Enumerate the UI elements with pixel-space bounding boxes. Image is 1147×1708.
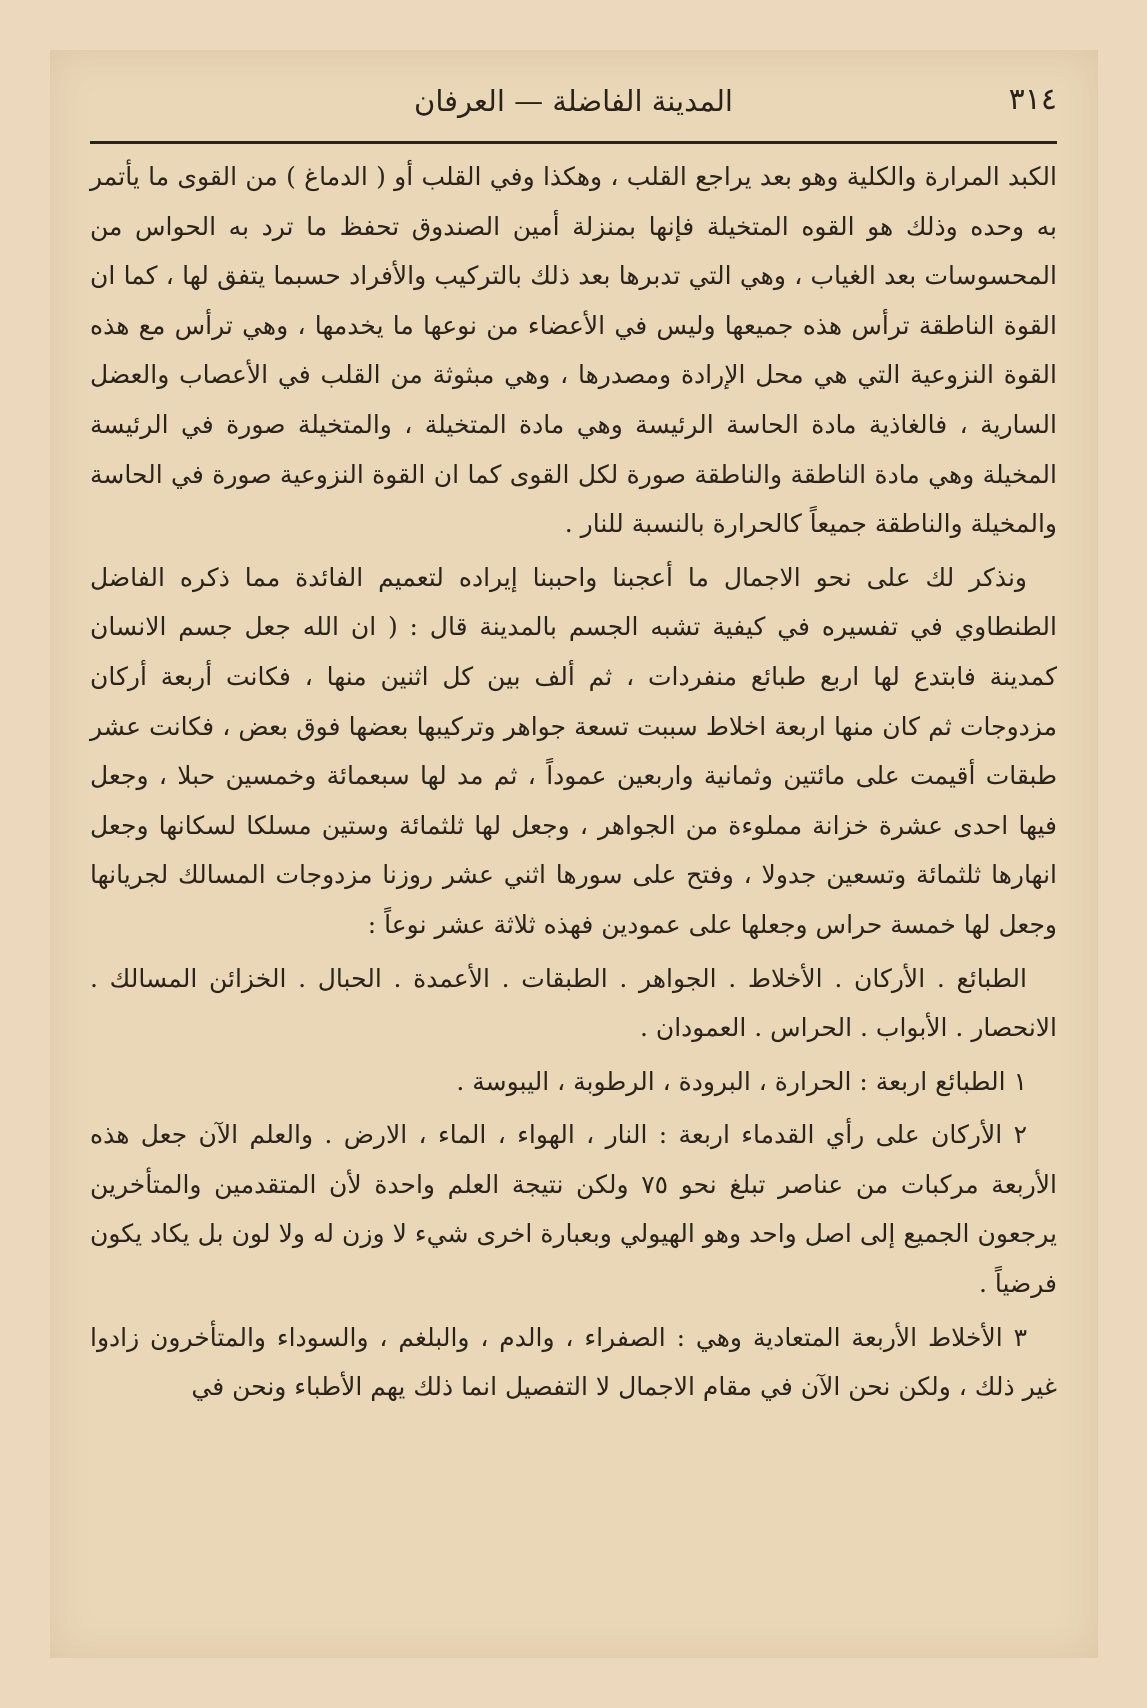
- page-header: [90, 82, 1057, 128]
- paragraph: الكبد المرارة والكلية وهو بعد يراجع القلب ، وهكذا وفي القلب أو ( الدماغ ) من القوى ما يأتمر به وحده وذلك هو القوه المتخيلة فإنها بمنزلة أمين الصندوق تحفظ ما ترد به الحواس من المحسوسات بعد الغياب ، وهي التي تدبرها بعد ذلك بالتركيب والأفراد حسبما يتفق لها ، كما ان القوة الناطقة ترأس هذه جميعها وليس في الأعضاء من نوعها ما يخدمها ، وهي ترأس مع هذه القوة النزوعية التي هي محل الإرادة ومصدرها ، وهي مبثوثة من القلب في الأعصاب والعضل السارية ، فالغاذية مادة الحاسة الرئيسة وهي مادة المتخيلة ، والمتخيلة صورة في الرئيسة المخيلة وهي مادة الناطقة والناطقة صورة لكل القوى كما ان القوة النزوعية صورة في الحاسة والمخيلة والناطقة جميعاً كالحرارة بالنسبة للنار .: [90, 162, 1057, 539]
- list-item: ٣ الأخلاط الأربعة المتعادية وهي : الصفراء ، والدم ، والبلغم ، والسوداء والمتأخرون زادوا غير ذلك ، ولكن نحن الآن في مقام الاجمال لا التفصيل انما ذلك يهم الأطباء ونحن في: [90, 1322, 1057, 1402]
- running-title: المدينة الفاضلة — العرفان: [414, 84, 733, 118]
- list-item: ٢ الأركان على رأي القدماء اربعة : النار ، الهواء ، الماء ، الارض . والعلم الآن جعل هذه الأربعة مركبات من عناصر تبلغ نحو ٧٥ ولكن نتيجة العلم واحدة لأن المتقدمين والمتأخرين يرجعون الجميع إلى اصل واحد وهو الهيولي وبعبارة اخرى شيء لا وزن له ولا لون بل يكاد يكون فرضياً .: [90, 1120, 1058, 1299]
- paragraph: ونذكر لك على نحو الاجمال ما أعجبنا واحببنا إيراده لتعميم الفائدة مما ذكره الفاضل الطنطاوي في تفسيره في كيفية تشبه الجسم بالمدينة قال : ( ان الله جعل جسم الانسان كمدينة فابتدع لها اربع طبائع منفردات ، ثم ألف بين كل اثنين منها ، فكانت أربعة أركان مزدوجات ثم كان منها اربعة اخلاط سببت تسعة جواهر وتركيبها بعضها فوق بعض ، فكانت عشر طبقات أقيمت على مائتين وثمانية واربعين عموداً ، ثم مد لها سبعمائة وخمسين حبلا ، وجعل فيها احدى عشرة خزانة مملوءة من الجواهر ، وجعل لها ثلثمائة وستين مسلكا لسكانها وجعل انهارها ثلثمائة وتسعين جدولا ، وفتح على سورها اثني عشر روزنا مزدوجات المسالك لجريانها وجعل لها خمسة حراس وجعلها على عمودين فهذه ثلاثة عشر نوعاً :: [90, 562, 1057, 939]
- paragraph: الطبائع . الأركان . الأخلاط . الجواهر . الطبقات . الأعمدة . الحبال . الخزائن المسالك . الانحصار . الأبواب . الحراس . العمودان .: [90, 963, 1057, 1043]
- header-rule: [90, 141, 1057, 144]
- list-item: ١ الطبائع اربعة : الحرارة ، البرودة ، الرطوبة ، اليبوسة .: [456, 1066, 1027, 1096]
- body-text: [90, 152, 1057, 1412]
- page-number: ٣١٤: [1008, 82, 1057, 117]
